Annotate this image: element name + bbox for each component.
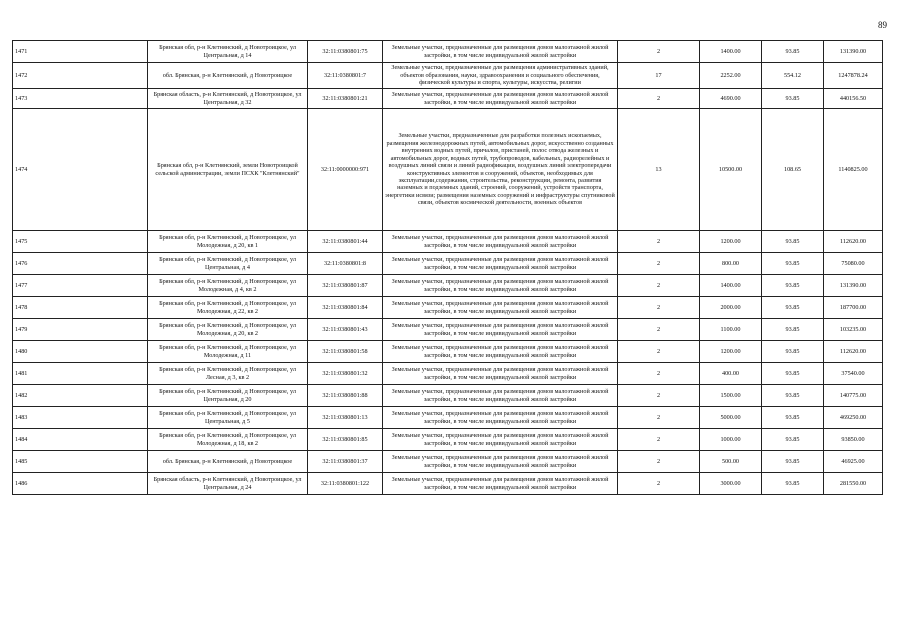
cadastral-number-cell: 32:11:0380801:87 [308, 275, 383, 297]
table-row [13, 253, 883, 275]
page-number: 89 [878, 20, 887, 30]
row-number: 1479 [13, 319, 148, 341]
group-cell: 2 [618, 231, 700, 253]
specific-value-cell: 93.85 [762, 297, 824, 319]
row-number: 1476 [13, 253, 148, 275]
cadastral-number-cell: 32:11:0380801:7 [308, 63, 383, 89]
row-number: 1474 [13, 109, 148, 231]
address-cell: Брянская обл, р-н Клетнянский, д Новотроицкое, ул Центральная, д 20 [148, 385, 308, 407]
cadastral-value-cell: 469250.00 [824, 407, 883, 429]
specific-value-cell: 93.85 [762, 363, 824, 385]
row-number: 1473 [13, 89, 148, 109]
specific-value-cell: 93.85 [762, 429, 824, 451]
area-cell: 10500.00 [700, 109, 762, 231]
specific-value-cell: 93.85 [762, 231, 824, 253]
cadastral-value-cell: 131390.00 [824, 41, 883, 63]
land-use-cell: Земельные участки, предназначенные для размещения домов малоэтажной жилой застройки, в том числе индивидуальной жилой застройки [383, 231, 618, 253]
land-use-cell: Земельные участки, предназначенные для размещения домов малоэтажной жилой застройки, в том числе индивидуальной жилой застройки [383, 363, 618, 385]
address-cell: Брянская обл, р-н Клетнянский, д Новотроицкое, ул Лесная, д 3, кв 2 [148, 363, 308, 385]
area-cell: 1200.00 [700, 341, 762, 363]
address-cell: обл. Брянская, р-н Клетнянский, д Новотроицкое [148, 63, 308, 89]
area-cell: 5000.00 [700, 407, 762, 429]
row-number: 1481 [13, 363, 148, 385]
address-cell: Брянская обл, р-н Клетнянский, д Новотроицкое, ул Центральная, д 4 [148, 253, 308, 275]
group-cell: 2 [618, 253, 700, 275]
table-row [13, 275, 883, 297]
table-row [13, 89, 883, 109]
table-row [13, 231, 883, 253]
table-row [13, 319, 883, 341]
address-cell: Брянская обл, р-н Клетнянский, д Новотроицкое, ул Центральная, д 14 [148, 41, 308, 63]
row-number: 1475 [13, 231, 148, 253]
row-number: 1471 [13, 41, 148, 63]
land-use-cell: Земельные участки, предназначенные для размещения домов малоэтажной жилой застройки, в том числе индивидуальной жилой застройки [383, 341, 618, 363]
land-use-cell: Земельные участки, предназначенные для размещения домов малоэтажной жилой застройки, в том числе индивидуальной жилой застройки [383, 89, 618, 109]
cadastral-value-table [12, 40, 883, 495]
land-use-cell: Земельные участки, предназначенные для размещения домов малоэтажной жилой застройки, в том числе индивидуальной жилой застройки [383, 253, 618, 275]
area-cell: 1400.00 [700, 41, 762, 63]
area-cell: 500.00 [700, 451, 762, 473]
group-cell: 2 [618, 451, 700, 473]
land-use-cell: Земельные участки, предназначенные для размещения домов малоэтажной жилой застройки, в том числе индивидуальной жилой застройки [383, 429, 618, 451]
specific-value-cell: 93.85 [762, 341, 824, 363]
address-cell: обл. Брянская, р-н Клетнянский, д Новотроицкое [148, 451, 308, 473]
row-number: 1477 [13, 275, 148, 297]
area-cell: 1000.00 [700, 429, 762, 451]
cadastral-value-cell: 440156.50 [824, 89, 883, 109]
row-number: 1480 [13, 341, 148, 363]
row-number: 1484 [13, 429, 148, 451]
area-cell: 2000.00 [700, 297, 762, 319]
row-number: 1483 [13, 407, 148, 429]
land-use-cell: Земельные участки, предназначенные для размещения административных зданий, объектов образования, науки, здравоохранения и социального обеспечения, физической культуры и спорта, культуры, искусства, религии [383, 63, 618, 89]
group-cell: 2 [618, 297, 700, 319]
cadastral-number-cell: 32:11:0380801:88 [308, 385, 383, 407]
specific-value-cell: 93.85 [762, 253, 824, 275]
cadastral-number-cell: 32:11:0380801:44 [308, 231, 383, 253]
address-cell: Брянская обл, р-н Клетнянский, д Новотроицкое, ул Молодежная, д 4, кв 2 [148, 275, 308, 297]
specific-value-cell: 108.65 [762, 109, 824, 231]
land-use-cell: Земельные участки, предназначенные для размещения домов малоэтажной жилой застройки, в том числе индивидуальной жилой застройки [383, 319, 618, 341]
cadastral-value-cell: 1247878.24 [824, 63, 883, 89]
table-row [13, 407, 883, 429]
land-use-cell: Земельные участки, предназначенные для размещения домов малоэтажной жилой застройки, в том числе индивидуальной жилой застройки [383, 473, 618, 495]
area-cell: 400.00 [700, 363, 762, 385]
cadastral-value-cell: 112620.00 [824, 341, 883, 363]
cadastral-number-cell: 32:11:0380801:8 [308, 253, 383, 275]
specific-value-cell: 554.12 [762, 63, 824, 89]
row-number: 1485 [13, 451, 148, 473]
group-cell: 2 [618, 275, 700, 297]
area-cell: 4690.00 [700, 89, 762, 109]
table-row [13, 451, 883, 473]
group-cell: 2 [618, 41, 700, 63]
table-row [13, 473, 883, 495]
land-use-cell: Земельные участки, предназначенные для размещения домов малоэтажной жилой застройки, в том числе индивидуальной жилой застройки [383, 275, 618, 297]
area-cell: 3000.00 [700, 473, 762, 495]
cadastral-number-cell: 32:11:0380801:84 [308, 297, 383, 319]
table-row [13, 41, 883, 63]
table-row [13, 385, 883, 407]
specific-value-cell: 93.85 [762, 385, 824, 407]
area-cell: 800.00 [700, 253, 762, 275]
cadastral-value-cell: 37540.00 [824, 363, 883, 385]
specific-value-cell: 93.85 [762, 451, 824, 473]
cadastral-number-cell: 32:11:0380801:58 [308, 341, 383, 363]
table-row [13, 429, 883, 451]
group-cell: 2 [618, 363, 700, 385]
group-cell: 2 [618, 89, 700, 109]
cadastral-number-cell: 32:11:0380801:32 [308, 363, 383, 385]
specific-value-cell: 93.85 [762, 89, 824, 109]
land-use-cell: Земельные участки, предназначенные для размещения домов малоэтажной жилой застройки, в том числе индивидуальной жилой застройки [383, 297, 618, 319]
cadastral-value-cell: 93850.00 [824, 429, 883, 451]
cadastral-value-cell: 103235.00 [824, 319, 883, 341]
address-cell: Брянская область, р-н Клетнянский, д Новотроицкое, ул Центральная, д 32 [148, 89, 308, 109]
address-cell: Брянская обл, р-н Клетнянский, земли Новотроицкой сельской администрации, земли ПСХК "Клетнянский" [148, 109, 308, 231]
specific-value-cell: 93.85 [762, 319, 824, 341]
row-number: 1478 [13, 297, 148, 319]
cadastral-number-cell: 32:11:0000000:971 [308, 109, 383, 231]
group-cell: 2 [618, 473, 700, 495]
area-cell: 1100.00 [700, 319, 762, 341]
table-row [13, 63, 883, 89]
land-use-cell: Земельные участки, предназначенные для размещения домов малоэтажной жилой застройки, в том числе индивидуальной жилой застройки [383, 41, 618, 63]
cadastral-value-cell: 46925.00 [824, 451, 883, 473]
cadastral-value-cell: 187700.00 [824, 297, 883, 319]
cadastral-value-cell: 112620.00 [824, 231, 883, 253]
area-cell: 2252.00 [700, 63, 762, 89]
table-row [13, 297, 883, 319]
group-cell: 13 [618, 109, 700, 231]
address-cell: Брянская обл, р-н Клетнянский, д Новотроицкое, ул Центральная, д 5 [148, 407, 308, 429]
cadastral-value-cell: 131390.00 [824, 275, 883, 297]
cadastral-value-cell: 140775.00 [824, 385, 883, 407]
group-cell: 2 [618, 341, 700, 363]
group-cell: 2 [618, 429, 700, 451]
cadastral-number-cell: 32:11:0380801:37 [308, 451, 383, 473]
group-cell: 2 [618, 407, 700, 429]
row-number: 1472 [13, 63, 148, 89]
area-cell: 1400.00 [700, 275, 762, 297]
address-cell: Брянская обл, р-н Клетнянский, д Новотроицкое, ул Молодежная, д 20, кв 1 [148, 231, 308, 253]
table-body [13, 41, 883, 495]
group-cell: 17 [618, 63, 700, 89]
group-cell: 2 [618, 385, 700, 407]
cadastral-number-cell: 32:11:0380801:43 [308, 319, 383, 341]
address-cell: Брянская обл, р-н Клетнянский, д Новотроицкое, ул Молодежная, д 11 [148, 341, 308, 363]
cadastral-number-cell: 32:11:0380801:122 [308, 473, 383, 495]
cadastral-value-cell: 281550.00 [824, 473, 883, 495]
cadastral-number-cell: 32:11:0380801:85 [308, 429, 383, 451]
row-number: 1482 [13, 385, 148, 407]
specific-value-cell: 93.85 [762, 41, 824, 63]
cadastral-number-cell: 32:11:0380801:13 [308, 407, 383, 429]
area-cell: 1200.00 [700, 231, 762, 253]
specific-value-cell: 93.85 [762, 407, 824, 429]
specific-value-cell: 93.85 [762, 275, 824, 297]
area-cell: 1500.00 [700, 385, 762, 407]
address-cell: Брянская область, р-н Клетнянский, д Новотроицкое, ул Центральная, д 24 [148, 473, 308, 495]
land-use-cell: Земельные участки, предназначенные для размещения домов малоэтажной жилой застройки, в том числе индивидуальной жилой застройки [383, 451, 618, 473]
cadastral-number-cell: 32:11:0380801:21 [308, 89, 383, 109]
table-row [13, 363, 883, 385]
land-use-cell: Земельные участки, предназначенные для размещения домов малоэтажной жилой застройки, в том числе индивидуальной жилой застройки [383, 407, 618, 429]
table-row [13, 341, 883, 363]
cadastral-value-cell: 1140825.00 [824, 109, 883, 231]
group-cell: 2 [618, 319, 700, 341]
specific-value-cell: 93.85 [762, 473, 824, 495]
cadastral-value-cell: 75080.00 [824, 253, 883, 275]
table-row [13, 109, 883, 231]
cadastral-number-cell: 32:11:0380801:75 [308, 41, 383, 63]
row-number: 1486 [13, 473, 148, 495]
address-cell: Брянская обл, р-н Клетнянский, д Новотроицкое, ул Молодежная, д 20, кв 2 [148, 319, 308, 341]
address-cell: Брянская обл, р-н Клетнянский, д Новотроицкое, ул Молодежная, д 18, кв 2 [148, 429, 308, 451]
land-use-cell: Земельные участки, предназначенные для разработки полезных ископаемых, размещения железнодорожных путей, автомобильных дорог, искусственно созданных внутренних водных путей, причалов, пристаней, полос отвода железных и автомобильных дорог, водных путей, трубопроводов, кабельных, радиорелейных и воздушных линий связи и линий радиофикации, воздушных линий электропередачи конструктивных элементов и сооружений, объектов, необходимых для эксплуатации,содержания, строительства, реконструкции, ремонта, развития наземных и подземных зданий, строений, сооружений, устройств транспорта, энергетики исвязи; размещения наземных сооружений и инфраструктуры спутниковой связи, объектов космической деятельности, военных объектов [383, 109, 618, 231]
land-use-cell: Земельные участки, предназначенные для размещения домов малоэтажной жилой застройки, в том числе индивидуальной жилой застройки [383, 385, 618, 407]
address-cell: Брянская обл, р-н Клетнянский, д Новотроицкое, ул Молодежная, д 22, кв 2 [148, 297, 308, 319]
